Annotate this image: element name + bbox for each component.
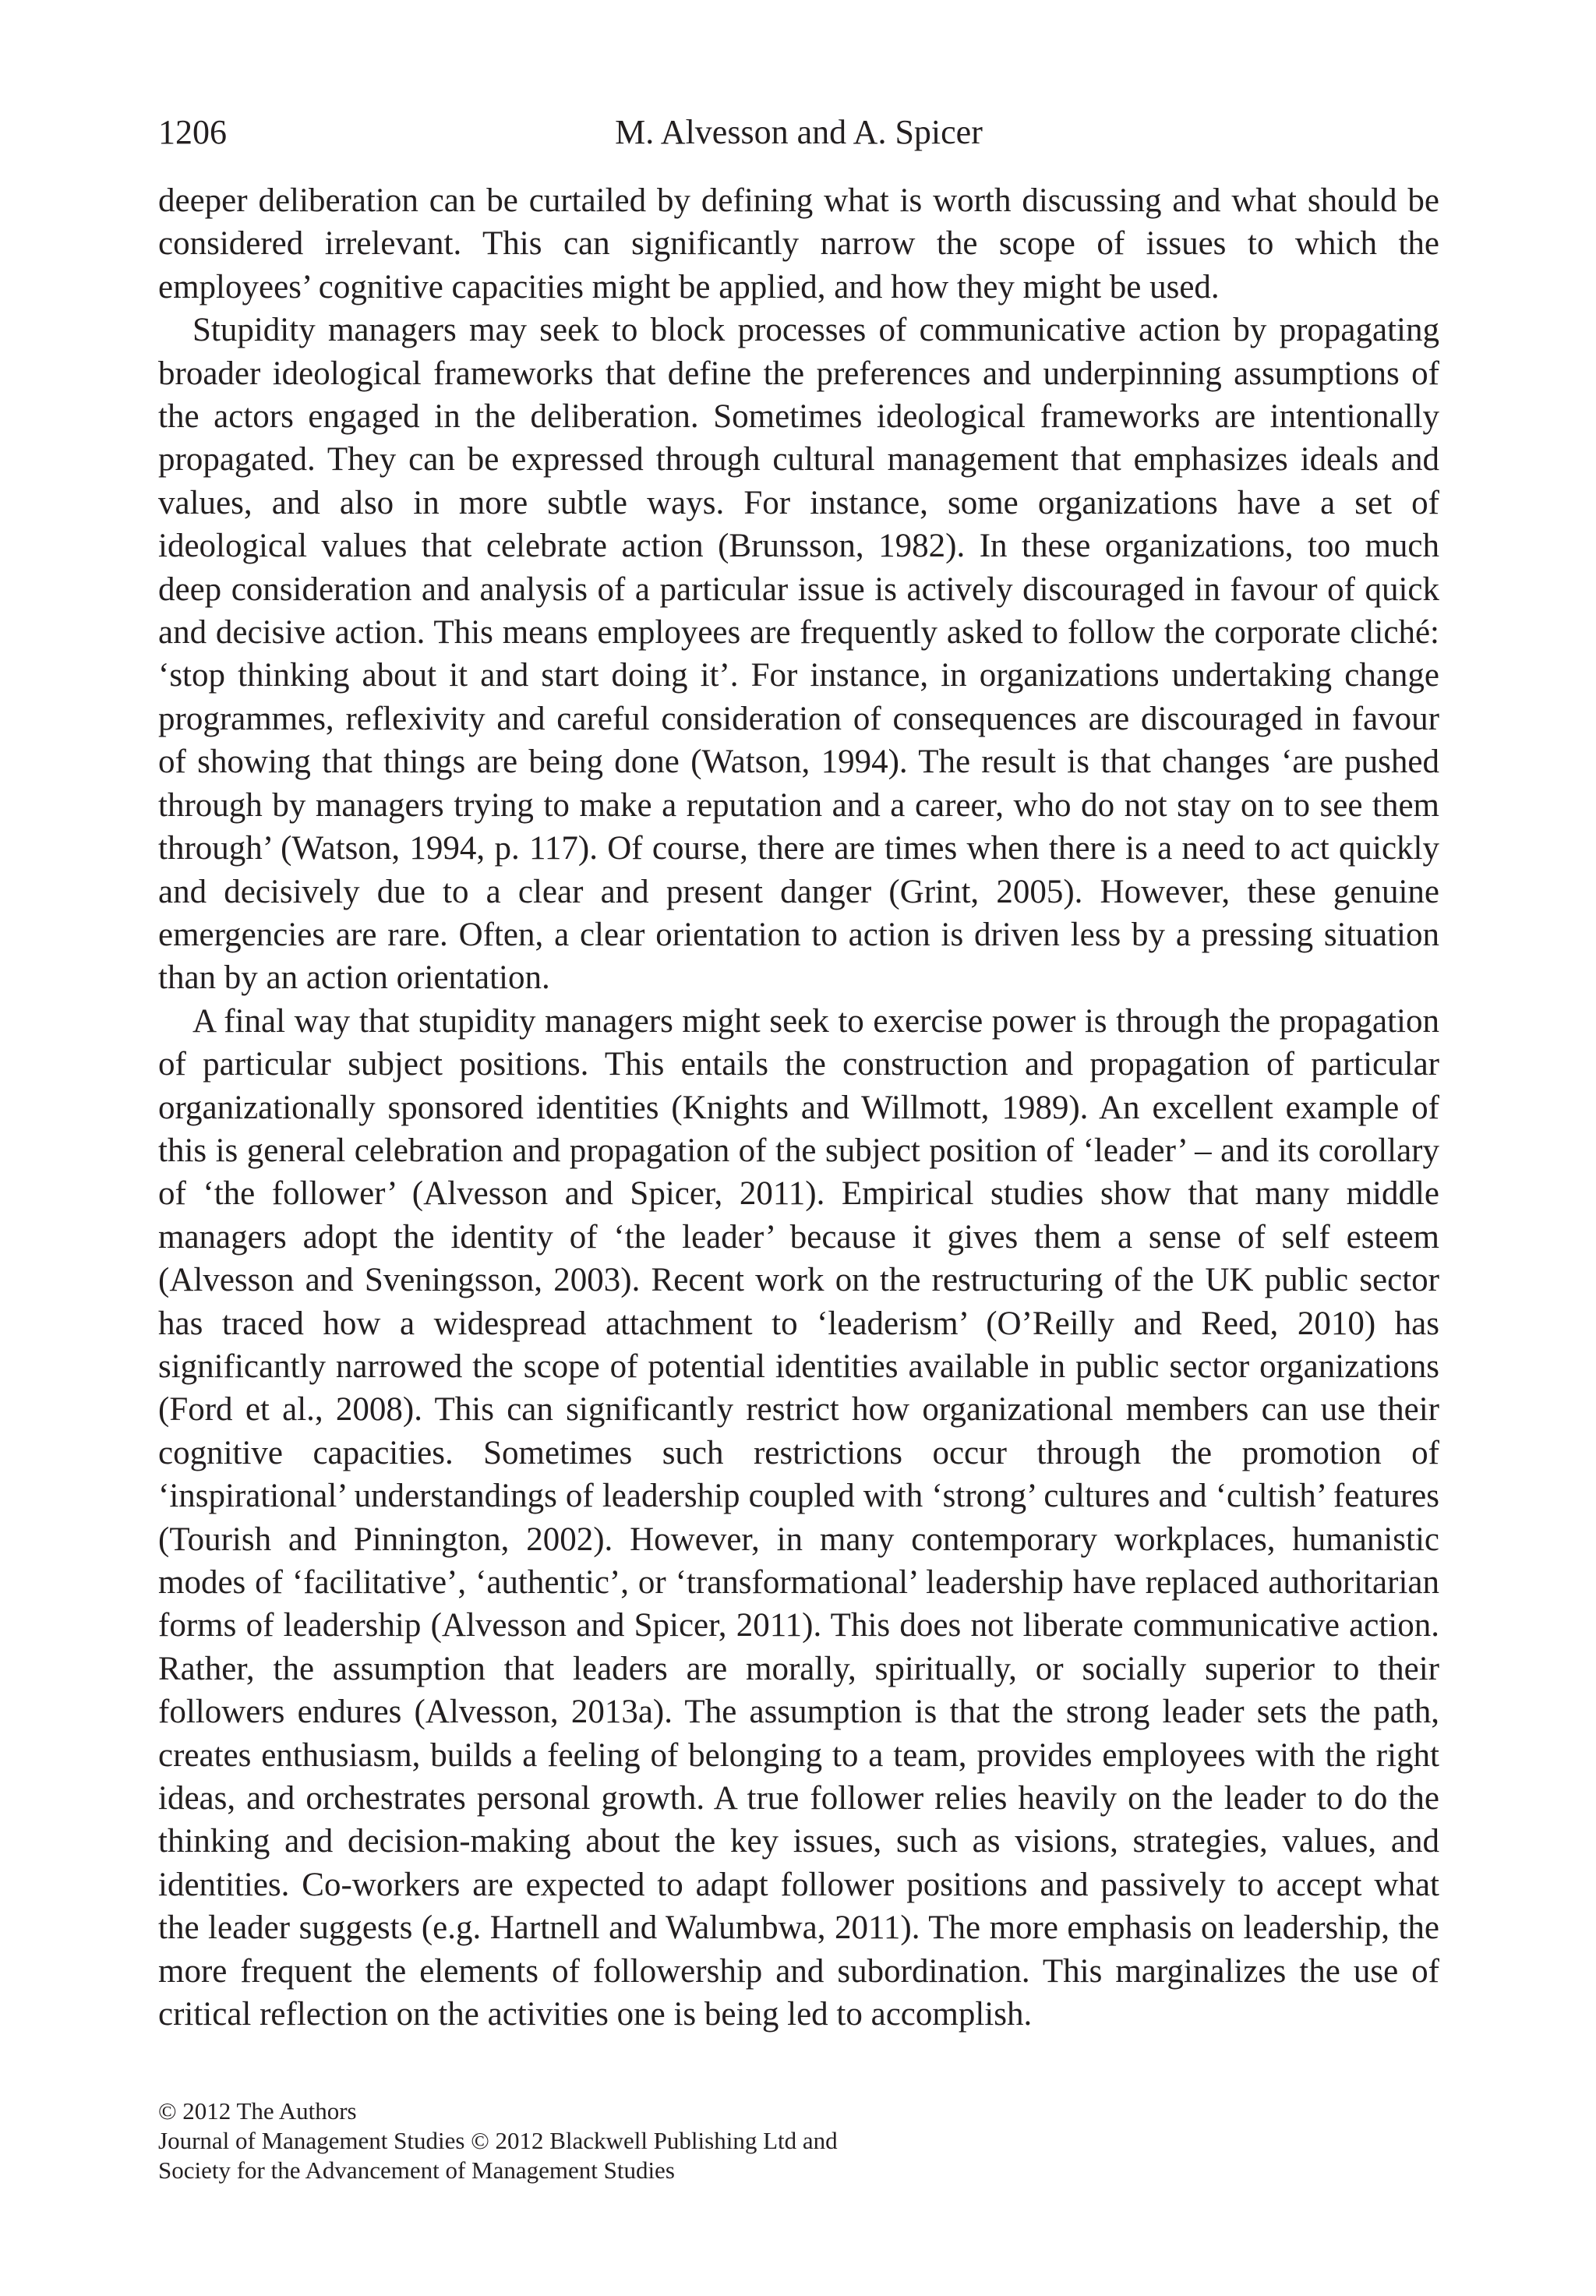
page-footer [158, 2096, 1439, 2185]
journal-line: Journal of Management Studies © 2012 Blackwell Publishing Ltd and [158, 2127, 838, 2154]
paragraph: Stupidity managers may seek to block processes of communicative action by propagating broader ideological frameworks that define the preferences and underpinning assumptions of the actors engaged in the deliberation. Sometimes ideological frameworks are intentionally propagated. They can be expressed through cultural management that emphasizes ideals and values, and also in more subtle ways. For instance, some organizations have a set of ideological values that celebrate action (Brunsson, 1982). In these organizations, too much deep consideration and analysis of a particular issue is actively discouraged in favour of quick and decisive action. This means employees are frequently asked to follow the corporate cliché: ‘stop thinking about it and start doing it’. For instance, in organizations undertaking change programmes, reflexivity and careful consideration of consequences are discouraged in favour of showing that things are being done (Watson, 1994). The result is that changes ‘are pushed through by managers trying to make a reputation and a career, who do not stay on to see them through’ (Watson, 1994, p. 117). Of course, there are times when there is a need to act quickly and decisively due to a clear and present danger (Grint, 2005). However, these genuine emergencies are rare. Often, a clear orientation to action is driven less by a pressing situation than by an action orientation. [158, 312, 1439, 997]
copyright-line: © 2012 The Authors [158, 2097, 357, 2125]
paragraph-continued: deeper deliberation can be curtailed by defining what is worth discussing and what should be considered irrelevant. This can significantly narrow the scope of issues to which the employees’ cognitive capacities might be applied, and how they might be used. [158, 182, 1439, 306]
society-line: Society for the Advancement of Management Studies [158, 2156, 675, 2184]
article-body [158, 179, 1439, 2036]
page-number: 1206 [158, 113, 227, 151]
paragraph: A final way that stupidity managers might seek to exercise power is through the propagation of particular subject positions. This entails the construction and propagation of particular organizationally sponsored identities (Knights and Willmott, 1989). An excellent example of this is general celebration and propagation of the subject position of ‘leader’ – and its corollary of ‘the follower’ (Alvesson and Spicer, 2011). Empirical studies show that many middle managers adopt the identity of ‘the leader’ because it gives them a sense of self esteem (Alvesson and Sveningsson, 2003). Recent work on the restructuring of the UK public sector has traced how a widespread attachment to ‘leaderism’ (O’Reilly and Reed, 2010) has significantly narrowed the scope of potential identities available in public sector organizations (Ford et al., 2008). This can significantly restrict how organizational members can use their cognitive capacities. Sometimes such restrictions occur through the promotion of ‘inspirational’ understandings of leadership coupled with ‘strong’ cultures and ‘cultish’ features (Tourish and Pinnington, 2002). However, in many contemporary workplaces, humanistic modes of ‘facilitative’, ‘authentic’, or ‘transformational’ leadership have replaced authoritarian forms of leadership (Alvesson and Spicer, 2011). This does not liberate communicative action. Rather, the assumption that leaders are morally, spiritually, or socially superior to their followers endures (Alvesson, 2013a). The assumption is that the strong leader sets the path, creates enthusiasm, builds a feeling of belonging to a team, provides employees with the right ideas, and orchestrates personal growth. A true follower relies heavily on the leader to do the thinking and decision-making about the key issues, such as visions, strategies, values, and identities. Co-workers are expected to adapt follower positions and passively to accept what the leader suggests (e.g. Hartnell and Walumbwa, 2011). The more emphasis on leadership, the more frequent the elements of followership and subordination. This marginalizes the use of critical reflection on the activities one is being led to accomplish. [158, 1002, 1439, 2033]
running-head: M. Alvesson and A. Spicer [615, 113, 983, 151]
page-header [158, 109, 1439, 156]
